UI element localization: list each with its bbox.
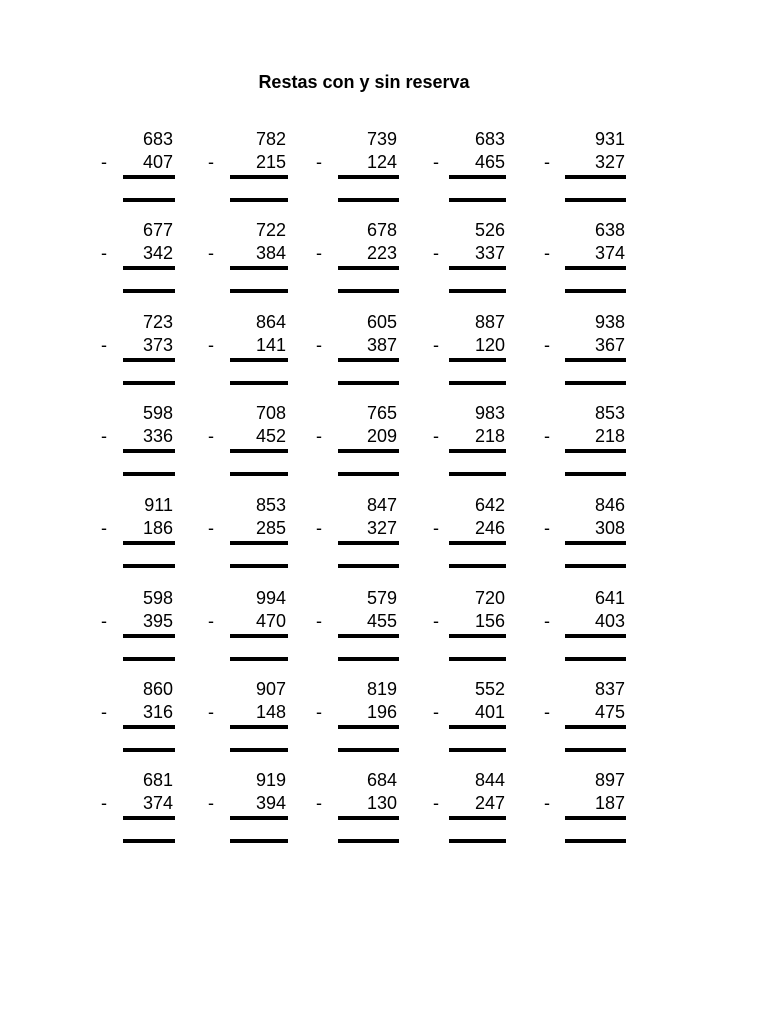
subtraction-line <box>123 541 175 545</box>
minus-sign: - <box>208 702 214 722</box>
minuend: 681 <box>142 770 173 790</box>
minuend: 638 <box>594 220 625 240</box>
minus-sign: - <box>316 152 322 172</box>
subtrahend: 186 <box>142 518 173 538</box>
minuend: 598 <box>142 403 173 423</box>
subtrahend: 395 <box>142 611 173 631</box>
minuend: 677 <box>142 220 173 240</box>
minuend: 847 <box>366 495 397 515</box>
subtrahend: 387 <box>366 335 397 355</box>
answer-line <box>230 381 288 385</box>
subtrahend: 218 <box>474 426 505 446</box>
minus-sign: - <box>433 152 439 172</box>
minuend: 683 <box>142 129 173 149</box>
minuend: 846 <box>594 495 625 515</box>
subtraction-problem <box>101 494 177 574</box>
answer-line <box>123 564 175 568</box>
subtraction-line <box>230 634 288 638</box>
answer-line <box>123 381 175 385</box>
subtrahend: 156 <box>474 611 505 631</box>
answer-line <box>449 472 506 476</box>
answer-line <box>449 381 506 385</box>
minuend: 931 <box>594 129 625 149</box>
subtraction-problem <box>544 494 629 574</box>
answer-line <box>123 198 175 202</box>
subtraction-line <box>338 816 399 820</box>
subtrahend: 285 <box>255 518 286 538</box>
answer-line <box>449 839 506 843</box>
subtraction-problem <box>316 587 401 667</box>
subtraction-problem <box>544 587 629 667</box>
subtrahend: 187 <box>594 793 625 813</box>
subtraction-problem <box>208 402 290 482</box>
subtraction-line <box>449 634 506 638</box>
subtraction-problem <box>433 587 509 667</box>
subtraction-line <box>123 266 175 270</box>
minus-sign: - <box>316 702 322 722</box>
minus-sign: - <box>208 243 214 263</box>
subtrahend: 455 <box>366 611 397 631</box>
subtraction-line <box>565 725 626 729</box>
subtrahend: 394 <box>255 793 286 813</box>
subtrahend: 327 <box>366 518 397 538</box>
answer-line <box>123 839 175 843</box>
subtrahend: 373 <box>142 335 173 355</box>
subtraction-problem <box>433 494 509 574</box>
minuend: 683 <box>474 129 505 149</box>
subtraction-line <box>565 449 626 453</box>
subtraction-line <box>338 634 399 638</box>
minuend: 983 <box>474 403 505 423</box>
minus-sign: - <box>316 335 322 355</box>
answer-line <box>565 381 626 385</box>
minuend: 722 <box>255 220 286 240</box>
answer-line <box>565 839 626 843</box>
subtraction-problem <box>433 311 509 391</box>
minus-sign: - <box>101 335 107 355</box>
minus-sign: - <box>208 611 214 631</box>
subtraction-problem <box>544 678 629 758</box>
subtraction-problem <box>101 311 177 391</box>
subtraction-line <box>230 816 288 820</box>
answer-line <box>338 564 399 568</box>
minus-sign: - <box>208 793 214 813</box>
subtraction-problem <box>101 769 177 849</box>
subtraction-problem <box>544 402 629 482</box>
minus-sign: - <box>101 793 107 813</box>
answer-line <box>123 472 175 476</box>
answer-line <box>565 289 626 293</box>
answer-line <box>338 657 399 661</box>
subtraction-line <box>123 175 175 179</box>
subtrahend: 407 <box>142 152 173 172</box>
answer-line <box>565 564 626 568</box>
subtraction-line <box>230 541 288 545</box>
minuend: 605 <box>366 312 397 332</box>
subtraction-line <box>230 725 288 729</box>
minus-sign: - <box>208 152 214 172</box>
subtrahend: 384 <box>255 243 286 263</box>
subtraction-line <box>449 816 506 820</box>
subtrahend: 209 <box>366 426 397 446</box>
answer-line <box>338 289 399 293</box>
subtraction-line <box>449 449 506 453</box>
subtraction-problem <box>544 311 629 391</box>
minus-sign: - <box>544 611 550 631</box>
subtraction-problem <box>101 219 177 299</box>
minuend: 853 <box>594 403 625 423</box>
minuend: 720 <box>474 588 505 608</box>
minuend: 723 <box>142 312 173 332</box>
answer-line <box>338 198 399 202</box>
subtrahend: 470 <box>255 611 286 631</box>
subtraction-problem <box>208 219 290 299</box>
subtraction-line <box>449 725 506 729</box>
subtraction-problem <box>316 769 401 849</box>
subtraction-line <box>338 725 399 729</box>
subtraction-line <box>449 358 506 362</box>
minus-sign: - <box>433 518 439 538</box>
subtrahend: 308 <box>594 518 625 538</box>
answer-line <box>230 564 288 568</box>
subtraction-problem <box>433 128 509 208</box>
answer-line <box>230 289 288 293</box>
subtrahend: 374 <box>594 243 625 263</box>
minuend: 907 <box>255 679 286 699</box>
subtraction-line <box>338 358 399 362</box>
minuend: 678 <box>366 220 397 240</box>
answer-line <box>230 198 288 202</box>
minus-sign: - <box>101 243 107 263</box>
subtrahend: 337 <box>474 243 505 263</box>
minuend: 860 <box>142 679 173 699</box>
minuend: 853 <box>255 495 286 515</box>
subtraction-line <box>338 266 399 270</box>
subtraction-line <box>230 175 288 179</box>
minuend: 819 <box>366 679 397 699</box>
minuend: 897 <box>594 770 625 790</box>
answer-line <box>565 748 626 752</box>
subtrahend: 130 <box>366 793 397 813</box>
subtraction-problem <box>208 678 290 758</box>
answer-line <box>565 657 626 661</box>
minuend: 598 <box>142 588 173 608</box>
subtraction-line <box>565 816 626 820</box>
minus-sign: - <box>544 152 550 172</box>
minuend: 579 <box>366 588 397 608</box>
subtraction-problem <box>101 678 177 758</box>
subtraction-problem <box>208 128 290 208</box>
minuend: 919 <box>255 770 286 790</box>
answer-line <box>449 657 506 661</box>
minuend: 864 <box>255 312 286 332</box>
minus-sign: - <box>208 335 214 355</box>
minus-sign: - <box>433 611 439 631</box>
subtraction-problem <box>208 769 290 849</box>
minuend: 782 <box>255 129 286 149</box>
minus-sign: - <box>544 243 550 263</box>
subtrahend: 475 <box>594 702 625 722</box>
subtraction-problem <box>544 769 629 849</box>
subtraction-problem <box>433 219 509 299</box>
subtraction-problem <box>433 769 509 849</box>
minuend: 887 <box>474 312 505 332</box>
subtrahend: 403 <box>594 611 625 631</box>
minuend: 911 <box>144 495 173 515</box>
subtraction-line <box>230 266 288 270</box>
minus-sign: - <box>316 243 322 263</box>
minus-sign: - <box>101 518 107 538</box>
minuend: 552 <box>474 679 505 699</box>
minus-sign: - <box>544 335 550 355</box>
subtrahend: 246 <box>474 518 505 538</box>
subtrahend: 148 <box>255 702 286 722</box>
minus-sign: - <box>101 152 107 172</box>
subtraction-problem <box>208 494 290 574</box>
subtraction-line <box>230 358 288 362</box>
answer-line <box>338 748 399 752</box>
subtraction-line <box>338 175 399 179</box>
subtraction-line <box>123 816 175 820</box>
subtrahend: 141 <box>255 335 286 355</box>
answer-line <box>123 657 175 661</box>
subtrahend: 374 <box>142 793 173 813</box>
subtraction-line <box>565 175 626 179</box>
minus-sign: - <box>433 702 439 722</box>
subtraction-line <box>123 634 175 638</box>
minus-sign: - <box>316 793 322 813</box>
minus-sign: - <box>544 793 550 813</box>
minus-sign: - <box>316 518 322 538</box>
subtraction-problem <box>316 128 401 208</box>
answer-line <box>449 289 506 293</box>
minus-sign: - <box>101 426 107 446</box>
subtraction-line <box>123 449 175 453</box>
minus-sign: - <box>433 793 439 813</box>
answer-line <box>449 748 506 752</box>
minus-sign: - <box>316 426 322 446</box>
subtraction-line <box>449 175 506 179</box>
subtraction-line <box>565 541 626 545</box>
minus-sign: - <box>544 426 550 446</box>
minus-sign: - <box>101 611 107 631</box>
subtrahend: 465 <box>474 152 505 172</box>
subtrahend: 196 <box>366 702 397 722</box>
subtraction-problem <box>544 128 629 208</box>
answer-line <box>230 657 288 661</box>
subtraction-line <box>565 634 626 638</box>
minus-sign: - <box>101 702 107 722</box>
minuend: 642 <box>474 495 505 515</box>
subtrahend: 327 <box>594 152 625 172</box>
subtraction-problem <box>433 402 509 482</box>
subtrahend: 120 <box>474 335 505 355</box>
minuend: 765 <box>366 403 397 423</box>
answer-line <box>338 472 399 476</box>
subtrahend: 367 <box>594 335 625 355</box>
subtraction-line <box>123 358 175 362</box>
subtraction-line <box>449 541 506 545</box>
subtraction-line <box>565 266 626 270</box>
subtraction-line <box>338 541 399 545</box>
minus-sign: - <box>544 518 550 538</box>
answer-line <box>123 289 175 293</box>
subtraction-problem <box>544 219 629 299</box>
minuend: 708 <box>255 403 286 423</box>
subtraction-problem <box>101 587 177 667</box>
minus-sign: - <box>433 426 439 446</box>
answer-line <box>565 472 626 476</box>
worksheet-title: Restas con y sin reserva <box>258 72 470 92</box>
minuend: 641 <box>594 588 625 608</box>
minuend: 844 <box>474 770 505 790</box>
answer-line <box>449 564 506 568</box>
subtrahend: 336 <box>142 426 173 446</box>
answer-line <box>338 381 399 385</box>
minuend: 837 <box>594 679 625 699</box>
subtraction-problem <box>101 128 177 208</box>
subtraction-problem <box>316 219 401 299</box>
answer-line <box>449 198 506 202</box>
answer-line <box>338 839 399 843</box>
subtrahend: 342 <box>142 243 173 263</box>
subtraction-problem <box>316 402 401 482</box>
subtraction-problem <box>208 587 290 667</box>
minuend: 938 <box>594 312 625 332</box>
minuend: 739 <box>366 129 397 149</box>
subtrahend: 218 <box>594 426 625 446</box>
answer-line <box>230 839 288 843</box>
subtraction-line <box>449 266 506 270</box>
minuend: 526 <box>474 220 505 240</box>
minus-sign: - <box>208 518 214 538</box>
subtrahend: 452 <box>255 426 286 446</box>
minuend: 684 <box>366 770 397 790</box>
subtraction-line <box>338 449 399 453</box>
subtrahend: 316 <box>142 702 173 722</box>
subtrahend: 124 <box>366 152 397 172</box>
answer-line <box>230 748 288 752</box>
answer-line <box>230 472 288 476</box>
subtraction-problem <box>316 311 401 391</box>
minus-sign: - <box>544 702 550 722</box>
subtraction-problem <box>316 678 401 758</box>
subtraction-line <box>123 725 175 729</box>
subtraction-line <box>230 449 288 453</box>
minus-sign: - <box>433 335 439 355</box>
subtrahend: 401 <box>474 702 505 722</box>
minus-sign: - <box>208 426 214 446</box>
subtrahend: 215 <box>255 152 286 172</box>
minuend: 994 <box>255 588 286 608</box>
subtraction-line <box>565 358 626 362</box>
subtraction-problem <box>433 678 509 758</box>
minus-sign: - <box>316 611 322 631</box>
subtraction-problem <box>101 402 177 482</box>
subtrahend: 223 <box>366 243 397 263</box>
subtrahend: 247 <box>474 793 505 813</box>
subtraction-problem <box>208 311 290 391</box>
subtraction-problem <box>316 494 401 574</box>
answer-line <box>565 198 626 202</box>
minus-sign: - <box>433 243 439 263</box>
answer-line <box>123 748 175 752</box>
